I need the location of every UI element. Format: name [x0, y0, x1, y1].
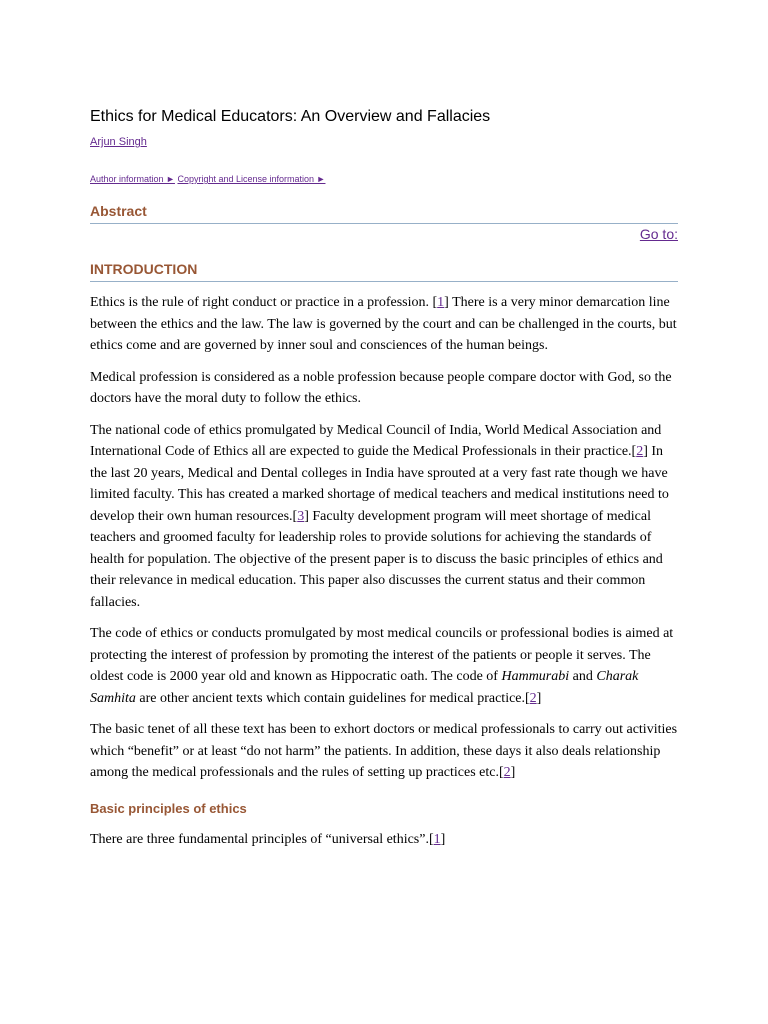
info-links [90, 174, 325, 184]
reference-link[interactable]: 2 [636, 444, 644, 459]
reference-link[interactable]: 1 [433, 832, 441, 847]
author-information-link[interactable]: Author information ► [90, 174, 175, 184]
emphasis-text: Charak Samhita [90, 669, 639, 706]
goto-link[interactable]: Go to: [639, 226, 678, 242]
paragraph-2: Medical profession is considered as a noble profession because people compare doctor with God, so the doctors have the moral duty to follow the ethics. [90, 369, 672, 406]
paragraph-text: ] There is a very minor demarcation line between the ethics and the law. The law is governed by the court and can be challenged in the courts, but ethics come and are governed by inner soul and consciences of the human beings. [90, 295, 677, 353]
paragraph-text: ] In the last 20 years, Medical and Dental colleges in India have sprouted at a very fast rate though we have limited faculty. This has created a marked shortage of medical teachers and medical institutions need to develop their own human resources.[ [90, 444, 669, 524]
reference-link[interactable]: 1 [437, 295, 445, 310]
introduction-heading: INTRODUCTION [90, 261, 678, 282]
paragraph-text: ] Faculty development program will meet shortage of medical teachers and groomed faculty for leadership roles to provide solutions for achieving the standards of health for population. The objective of the present paper is to discuss the basic principles of ethics and their relevance in medical education. This paper also discusses the current status and their common fallacies. [90, 508, 663, 610]
emphasis-text: Hammurabi [501, 669, 570, 684]
copyright-license-link[interactable]: Copyright and License information ► [177, 174, 326, 184]
paragraph-text: are other ancient texts which contain guidelines for medical practice.[ [135, 690, 530, 706]
author-link[interactable]: Arjun Singh [90, 136, 147, 148]
paragraph-4 [90, 623, 678, 709]
paragraph-text: The national code of ethics promulgated by Medical Council of India, World Medical Association and International Code of Ethics all are expected to guide the Medical Professionals in their practice.[ [90, 422, 662, 459]
paragraph-text: The code of ethics or conducts promulgated by most medical councils or professional bodies is aimed at protecting the interest of profession by promoting the interest of the patients or people it serves. The oldest code is 2000 year old and known as Hippocratic oath. The code of [90, 626, 674, 684]
reference-link[interactable]: 2 [503, 765, 511, 780]
article-title: Ethics for Medical Educators: An Overview and Fallacies [90, 108, 491, 125]
paragraph-3 [90, 420, 678, 614]
paragraph-6 [90, 829, 678, 851]
paragraph-text: Ethics is the rule of right conduct or practice in a profession. [ [90, 295, 438, 310]
paragraph-text: ] [440, 832, 446, 847]
reference-link[interactable]: 3 [297, 508, 305, 524]
paragraph-1 [90, 292, 678, 357]
basic-principles-heading: Basic principles of ethics [90, 800, 247, 816]
reference-link[interactable]: 2 [529, 690, 537, 706]
paragraph-text: ] [536, 690, 542, 706]
paragraph-5 [90, 719, 678, 784]
paragraph-text: The basic tenet of all these text has been to exhort doctors or medical professionals to carry out activities which “benefit” or at least “do not harm” the patients. In addition, these days it also deals relationship among the medical professionals and the rules of setting up practices etc.[ [90, 722, 678, 780]
article-body [90, 292, 678, 861]
abstract-heading[interactable]: Abstract [90, 203, 678, 224]
paragraph-text: and [569, 669, 597, 684]
paragraph-text: There are three fundamental principles of “universal ethics”.[ [90, 832, 434, 847]
paragraph-text: ] [510, 765, 516, 780]
